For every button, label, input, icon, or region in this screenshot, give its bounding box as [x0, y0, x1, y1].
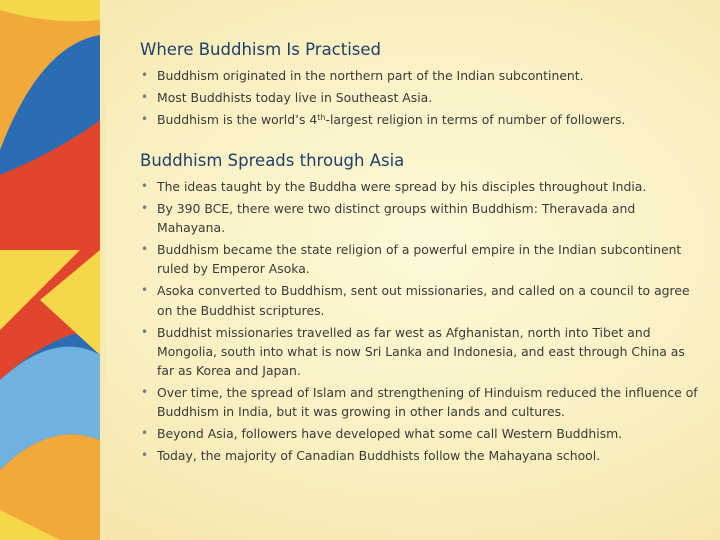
list-item	[140, 88, 700, 107]
bullet-text-post: -largest religion in terms of number of followers.	[325, 111, 626, 127]
bullet-dot-icon: •	[141, 68, 149, 82]
list-item	[140, 383, 700, 422]
bullet-dot-icon: •	[141, 179, 149, 194]
list-item	[140, 446, 700, 465]
section-heading-spreads-through-asia: Buddhism Spreads through Asia	[140, 151, 405, 171]
bullet-dot-icon: •	[141, 385, 149, 400]
bullet-dot-icon: •	[141, 426, 149, 441]
bullet-text: Buddhist missionaries travelled as far west as Afghanistan, north into Tibet and Mongolia, south into what is now Sri Lanka and Indonesia, and east through China as far as Korea and Japan.	[157, 324, 685, 379]
list-item	[140, 281, 700, 320]
list-item	[140, 240, 700, 279]
decorative-side-graphic	[0, 0, 105, 540]
list-item	[140, 110, 700, 129]
bullet-list-spreads-through-asia	[140, 177, 700, 465]
list-item	[140, 66, 700, 85]
bullet-text: Beyond Asia, followers have developed what some call Western Buddhism.	[157, 426, 623, 442]
section-heading-where-practised: Where Buddhism Is Practised	[140, 40, 382, 59]
bullet-dot-icon: •	[141, 448, 149, 463]
bullet-text: Asoka converted to Buddhism, sent out missionaries, and called on a council to agree on the Buddhist scriptures.	[157, 283, 690, 318]
list-item	[140, 424, 700, 443]
bullet-text: Today, the majority of Canadian Buddhists follow the Mahayana school.	[157, 448, 601, 464]
list-item	[140, 323, 700, 381]
bullet-dot-icon: •	[141, 200, 149, 215]
bullet-text: Buddhism became the state religion of a powerful empire in the Indian subcontinent ruled by Emperor Asoka.	[157, 242, 682, 277]
bullet-dot-icon: •	[141, 89, 149, 104]
bullet-text: By 390 BCE, there were two distinct groups within Buddhism: Theravada and Mahayana.	[157, 200, 636, 236]
slide-content	[140, 38, 700, 468]
bullet-text: Buddhism originated in the northern part of the Indian subcontinent.	[157, 68, 584, 83]
bullet-list-where-practised	[140, 66, 700, 129]
bullet-dot-icon: •	[141, 324, 149, 339]
bullet-text: Most Buddhists today live in Southeast Asia.	[157, 89, 433, 105]
bullet-dot-icon: •	[141, 283, 149, 298]
bullet-dot-icon: •	[141, 242, 149, 257]
bullet-text-pre: Buddhism is the world’s 4	[157, 111, 318, 127]
bullet-dot-icon: •	[141, 111, 149, 126]
list-item	[140, 199, 700, 238]
ordinal-suffix: th	[317, 112, 326, 122]
bullet-text: The ideas taught by the Buddha were spread by his disciples throughout India.	[157, 179, 647, 195]
bullet-text: Over time, the spread of Islam and strengthening of Hinduism reduced the influence of Buddhism in India, but it was growing in other lands and cultures.	[157, 385, 698, 420]
list-item	[140, 177, 700, 196]
